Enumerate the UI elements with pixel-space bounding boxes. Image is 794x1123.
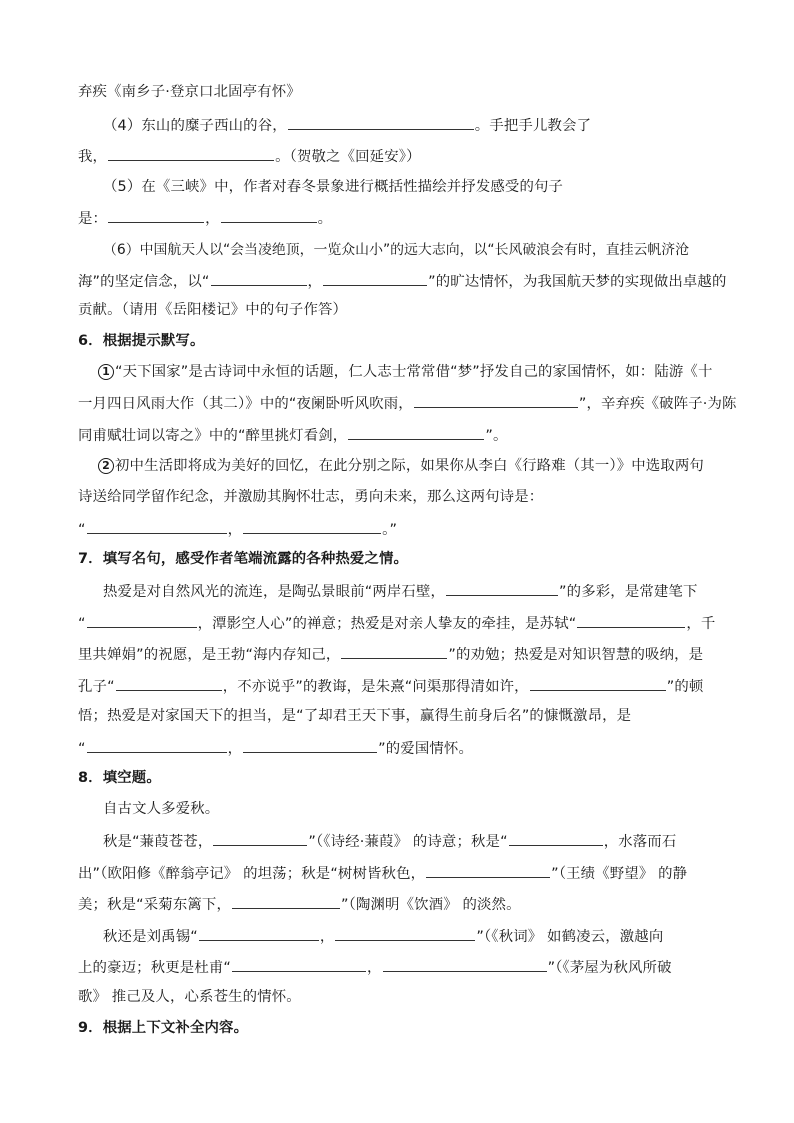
q9-title-text: 9．根据上下文补全内容。 <box>78 1020 249 1036</box>
q8-line3 <box>78 893 521 913</box>
q5-item-4-line1 <box>103 114 591 134</box>
q5-item-5-text: 。 <box>317 211 333 227</box>
answer-blank[interactable] <box>232 956 366 972</box>
q7-line6 <box>78 737 473 757</box>
q7-text: 悟；热爱是对家国天下的担当，是“了却君王天下事，赢得生前身后名”的慷慨激昂，是 <box>78 708 632 724</box>
q5-item-4-text: 我， <box>78 149 108 165</box>
answer-blank[interactable] <box>414 392 578 408</box>
answer-blank[interactable] <box>348 424 484 440</box>
q8-text: ”（《秋词》 如鹤凌云，激越向 <box>476 929 664 945</box>
q7-text: “ <box>78 616 86 632</box>
q8-text: 出”（欧阳修《醉翁亭记》 的坦荡；秋是“树树皆秋色， <box>78 866 426 882</box>
answer-blank[interactable] <box>199 925 319 941</box>
answer-blank[interactable] <box>426 862 550 878</box>
answer-blank[interactable] <box>87 737 227 753</box>
answer-blank[interactable] <box>509 830 603 846</box>
q6-sub1-text: ”。 <box>485 428 508 444</box>
q7-text: ， <box>227 741 243 757</box>
q6-sub1-line2 <box>78 392 737 412</box>
q8-intro <box>103 799 219 819</box>
q7-text: ，潭影空人心”的禅意；热爱是对亲人挚友的牵挂，是苏轼“ <box>197 616 577 632</box>
answer-blank[interactable] <box>108 207 204 223</box>
q7-text: ”的劝勉；热爱是对知识智慧的吸纳，是 <box>448 647 704 663</box>
answer-blank[interactable] <box>243 737 377 753</box>
q6-sub2-line2 <box>78 487 543 507</box>
answer-blank[interactable] <box>211 270 307 286</box>
q6-sub1-line1 <box>98 362 713 382</box>
q7-text: ，千 <box>686 616 716 632</box>
q7-line4 <box>78 675 703 695</box>
q6-sub2-line3 <box>78 518 397 538</box>
q7-line3 <box>78 643 703 663</box>
answer-blank[interactable] <box>341 643 447 659</box>
q8-title-text: 8．填空题。 <box>78 770 161 786</box>
q8-text: ”（《诗经·蒹葭》 的诗意；秋是“ <box>308 834 508 850</box>
q5-item-5-line1 <box>103 177 563 197</box>
answer-blank[interactable] <box>577 612 685 628</box>
q5-item-6-text: （6）中国航天人以“会当凌绝顶，一览众山小”的远大志向，以“长风破浪会有时，直挂云帆济沧 <box>103 242 690 258</box>
q6-title <box>78 331 205 351</box>
q7-text: ”的多彩，是常建笔下 <box>559 584 698 600</box>
answer-blank[interactable] <box>446 580 558 596</box>
q5-item-6-text: ”的旷达情怀，为我国航天梦的实现做出卓越的 <box>428 274 727 290</box>
answer-blank[interactable] <box>323 270 427 286</box>
q5-item-6-line3 <box>78 300 347 320</box>
q5-item-6-text: ， <box>307 274 323 290</box>
answer-blank[interactable] <box>232 893 340 909</box>
answer-blank[interactable] <box>87 612 197 628</box>
q8-text: 自古文人多爱秋。 <box>103 801 220 817</box>
circled-number-1: 1 <box>98 364 114 380</box>
q6-sub2-line1 <box>98 456 704 476</box>
q7-title <box>78 549 408 569</box>
q8-text: ”（陶渊明《饮酒》 的淡然。 <box>341 897 521 913</box>
q5-item-6-line2 <box>78 270 727 290</box>
q5-item-6-text: 贡献。（请用《岳阳楼记》中的句子作答） <box>78 302 348 318</box>
q7-text: ”的爱国情怀。 <box>378 741 474 757</box>
q5-source-text: 弃疾《南乡子·登京口北固亭有怀》 <box>78 84 301 100</box>
q7-text: “ <box>78 741 86 757</box>
q6-sub1-line3 <box>78 424 508 444</box>
q5-item-6-text: 海”的坚定信念，以“ <box>78 274 210 290</box>
q6-sub1-text: “天下国家”是古诗词中永恒的话题，仁人志士常常借“梦”抒发自己的家国情怀，如：陆游《十 <box>115 364 713 380</box>
answer-blank[interactable] <box>335 925 475 941</box>
q8-line2 <box>78 862 687 882</box>
q5-item-4-text: 。（贺敬之《回延安》） <box>275 149 421 165</box>
q7-title-text: 7．填写名句，感受作者笔端流露的各种热爱之情。 <box>78 551 409 567</box>
q8-text: 美；秋是“采菊东篱下， <box>78 897 232 913</box>
answer-blank[interactable] <box>116 675 222 691</box>
q6-sub1-text: 一月四日风雨大作（其二）》中的“夜阑卧听风吹雨， <box>78 396 413 412</box>
q5-item-4-line2 <box>78 145 421 165</box>
q7-text: ，不亦说乎”的教诲，是朱熹“问渠那得清如许， <box>222 679 529 695</box>
q6-sub2-text: 诗送给同学留作纪念，并激励其胸怀壮志，勇向未来，那么这两句诗是： <box>78 489 544 505</box>
q5-item-6-line1 <box>103 240 689 260</box>
q5-item-4-text: （4）东山的糜子西山的谷， <box>103 118 287 134</box>
q5-item-5-line2 <box>78 207 332 227</box>
q6-sub1-text: ”，辛弃疾《破阵子·为陈 <box>578 396 737 412</box>
q6-sub2-text: 。” <box>382 522 398 538</box>
q8-text: 歌》 推己及人，心系苍生的情怀。 <box>78 989 301 1005</box>
answer-blank[interactable] <box>87 518 227 534</box>
q7-text: 热爱是对自然风光的流连，是陶弘景眼前“两岸石壁， <box>103 584 446 600</box>
q5-item-5-text: （5）在《三峡》中，作者对春冬景象进行概括性描绘并抒发感受的句子 <box>103 179 564 195</box>
q9-title <box>78 1018 248 1038</box>
q7-text: 里共婵娟”的祝愿，是王勃“海内存知己， <box>78 647 341 663</box>
q7-text: ”的顿 <box>666 679 704 695</box>
q8-text: ”（王绩《野望》 的静 <box>551 866 688 882</box>
q8-title <box>78 768 161 788</box>
q7-line2 <box>78 612 715 632</box>
circled-number-2: 2 <box>98 458 114 474</box>
q8-line1 <box>103 830 676 850</box>
answer-blank[interactable] <box>221 207 317 223</box>
answer-blank[interactable] <box>288 114 474 130</box>
q6-sub2-text: “ <box>78 522 86 538</box>
q8-text: ”（《茅屋为秋风所破 <box>547 960 672 976</box>
q8-line5 <box>78 956 672 976</box>
q5-item-5-text: 是： <box>78 211 108 227</box>
answer-blank[interactable] <box>243 518 381 534</box>
q7-line5 <box>78 706 631 726</box>
q8-line6 <box>78 987 301 1007</box>
q8-text: 秋还是刘禹锡“ <box>103 929 198 945</box>
q6-sub2-text: 初中生活即将成为美好的回忆，在此分别之际，如果你从李白《行路难（其一）》中选取两句 <box>115 458 704 474</box>
answer-blank[interactable] <box>383 956 547 972</box>
q8-line4 <box>103 925 663 945</box>
q8-text: ， <box>367 960 382 976</box>
q6-sub2-text: ， <box>227 522 243 538</box>
answer-blank[interactable] <box>530 675 666 691</box>
q8-text: ，水落而石 <box>603 834 677 850</box>
q5-line-source <box>78 82 301 102</box>
q5-item-5-text: ， <box>205 211 220 227</box>
q8-text: 秋是“蒹葭苍苍， <box>103 834 213 850</box>
q7-line1 <box>103 580 698 600</box>
q6-sub1-text: 同甫赋壮词以寄之》中的“醉里挑灯看剑， <box>78 428 348 444</box>
answer-blank[interactable] <box>108 145 274 161</box>
q8-text: ， <box>319 929 335 945</box>
answer-blank[interactable] <box>213 830 307 846</box>
q6-title-text: 6．根据提示默写。 <box>78 333 205 349</box>
q7-text: 孔子“ <box>78 679 115 695</box>
q8-text: 上的豪迈；秋更是杜甫“ <box>78 960 232 976</box>
q5-item-4-text: 。手把手儿教会了 <box>474 118 592 134</box>
